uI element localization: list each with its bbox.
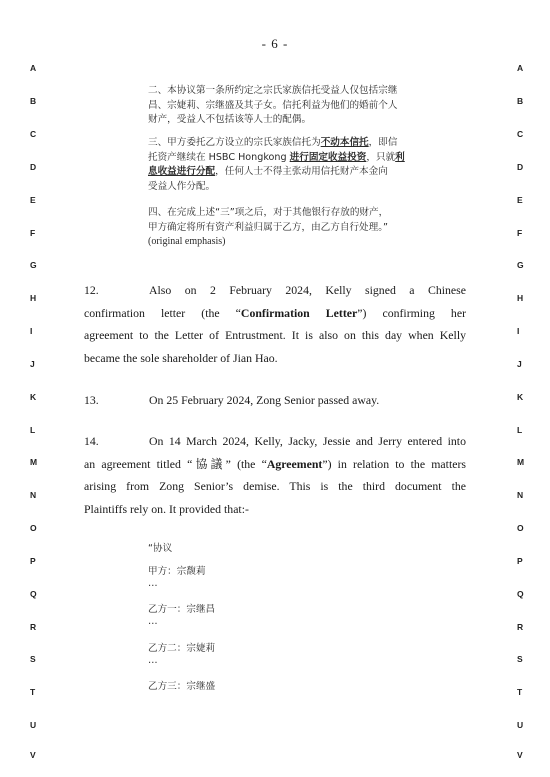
margin-letter-left-r: R [30,622,37,632]
margin-letter-right-b: B [517,96,524,106]
paragraph-12 [84,279,466,369]
margin-letter-right-q: Q [517,589,524,599]
paragraph-12-line-4: became the sole shareholder of Jian Hao. [84,350,278,365]
paragraph-text: Also on 2 February 2024, Kelly signed a Chinese [149,283,466,297]
party-b1: 乙方一：宗继昌 [148,604,216,615]
party-b3: 乙方三：宗继盛 [148,681,216,692]
margin-letter-left-c: C [30,129,37,139]
margin-letter-right-e: E [517,195,523,205]
margin-letter-left-i: I [30,326,33,336]
margin-letter-left-l: L [30,425,36,435]
margin-letter-left-u: U [30,720,37,730]
quote-text: ，只就 [366,151,396,163]
quote-para-3-line-3 [148,165,444,180]
quote-para-4-line-2: 甲方确定将所有资产利益归属于乙方，由乙方自行处理。” [148,221,389,233]
quote-para-3-line-2 [148,151,444,166]
party-a: 甲方：宗馥莉 [148,566,206,577]
margin-letter-left-k: K [30,392,37,402]
ellipsis: … [148,655,158,666]
paragraph-text: ”) in relation to the matters [322,456,466,471]
margin-letter-right-h: H [517,293,524,303]
party-b2: 乙方二：宗婕莉 [148,643,216,654]
margin-letter-left-f: F [30,228,36,238]
margin-letter-right-o: O [517,523,524,533]
paragraph-14-line-1 [84,430,466,453]
margin-letter-left-j: J [30,359,35,369]
margin-letter-left-p: P [30,556,36,566]
margin-letter-right-f: F [517,228,523,238]
defined-term: Agreement [266,456,323,471]
margin-letter-left-h: H [30,293,37,303]
paragraph-number: 13. [84,393,99,407]
margin-letter-right-s: S [517,654,523,664]
paragraph-14-line-2 [84,453,466,476]
paragraph-14-line-3: arising from Zong Senior’s demise. This is the third document the [84,479,466,493]
quote-para-2-line-3: 财产，受益人不包括该等人士的配偶。 [148,114,312,125]
margin-letter-right-n: N [517,490,524,500]
quote-para-2-line-2: 昌、宗婕莉、宗继盛及其子女。信托利益为他们的婚前个人 [148,99,398,111]
margin-letter-left-a: A [30,63,37,73]
margin-letter-left-g: G [30,260,37,270]
margin-letter-right-p: P [517,556,523,566]
paragraph-text: On 25 February 2024, Zong Senior passed away. [149,393,380,407]
margin-letter-right-j: J [517,359,522,369]
emphasis-note: (original emphasis) [148,236,226,247]
margin-letter-left-v: V [30,750,36,760]
emphasis-underline: 利 [395,151,405,163]
quote-para-4-line-1: 四、在完成上述“三”项之后，对于其他银行存放的财产， [148,207,389,218]
quote-text: ，任何人士不得主张动用信托财产本金向 [215,166,388,177]
margin-letter-right-r: R [517,622,524,632]
margin-letter-left-d: D [30,162,37,172]
paragraph-12-line-1 [84,279,466,302]
margin-letter-right-i: I [517,326,520,336]
margin-letter-right-g: G [517,260,524,270]
margin-letter-right-d: D [517,162,524,172]
paragraph-text: an agreement titled “協議” (the “ [84,456,267,471]
emphasis-underline: 不动本信托 [320,137,369,148]
margin-letter-left-m: M [30,457,38,467]
margin-letter-right-k: K [517,392,524,402]
paragraph-text: On 14 March 2024, Kelly, Jacky, Jessie and Jerry entered into [149,434,466,448]
quote-para-4 [148,206,444,250]
agreement-title: “协议 [148,543,173,554]
emphasis-underline: 进行固定收益投资 [289,151,367,163]
paragraph-14 [84,430,466,520]
emphasis-underline: 息收益进行分配 [148,166,216,177]
margin-letter-right-m: M [517,457,525,467]
margin-letter-right-t: T [517,687,523,697]
paragraph-13 [84,389,466,412]
paragraph-12-line-3: agreement to the Letter of Entrustment. It is also on this day when Kelly [84,328,466,342]
quote-para-2 [148,84,444,128]
paragraph-text: confirmation letter (the “ [84,305,241,320]
margin-letter-right-u: U [517,720,524,730]
margin-letter-left-n: N [30,490,37,500]
margin-letter-right-l: L [517,425,523,435]
paragraph-12-line-2 [84,302,466,325]
page-number: - 6 - [261,36,289,51]
quote-para-3-line-1 [148,136,444,151]
margin-letter-left-e: E [30,195,36,205]
quote-para-3 [148,136,444,194]
ellipsis: … [148,578,158,589]
margin-letter-left-t: T [30,687,36,697]
paragraph-number: 14. [84,434,99,448]
paragraph-13-line-1 [84,389,466,412]
paragraph-number: 12. [84,283,99,297]
paragraph-14-line-4: Plaintiffs rely on. It provided that:- [84,501,249,516]
margin-letter-right-c: C [517,129,524,139]
margin-letter-left-b: B [30,96,37,106]
quote-text: 三、甲方委托乙方设立的宗氏家族信托为 [148,137,321,148]
margin-letter-left-s: S [30,654,36,664]
margin-letter-right-v: V [517,750,523,760]
paragraph-text: ”) confirming her [357,305,466,320]
quote-para-2-line-1: 二、本协议第一条所约定之宗氏家族信托受益人仅包括宗继 [148,85,398,96]
margin-letter-right-a: A [517,63,524,73]
quote-para-3-line-4: 受益人作分配。 [148,180,216,192]
quote-text: ，即信 [368,137,398,148]
margin-letter-left-o: O [30,523,37,533]
defined-term: Confirmation Letter [240,305,358,320]
ellipsis: … [148,616,158,627]
margin-letter-left-q: Q [30,589,37,599]
quote-text: 托资产继续在 HSBC Hongkong [148,151,290,163]
